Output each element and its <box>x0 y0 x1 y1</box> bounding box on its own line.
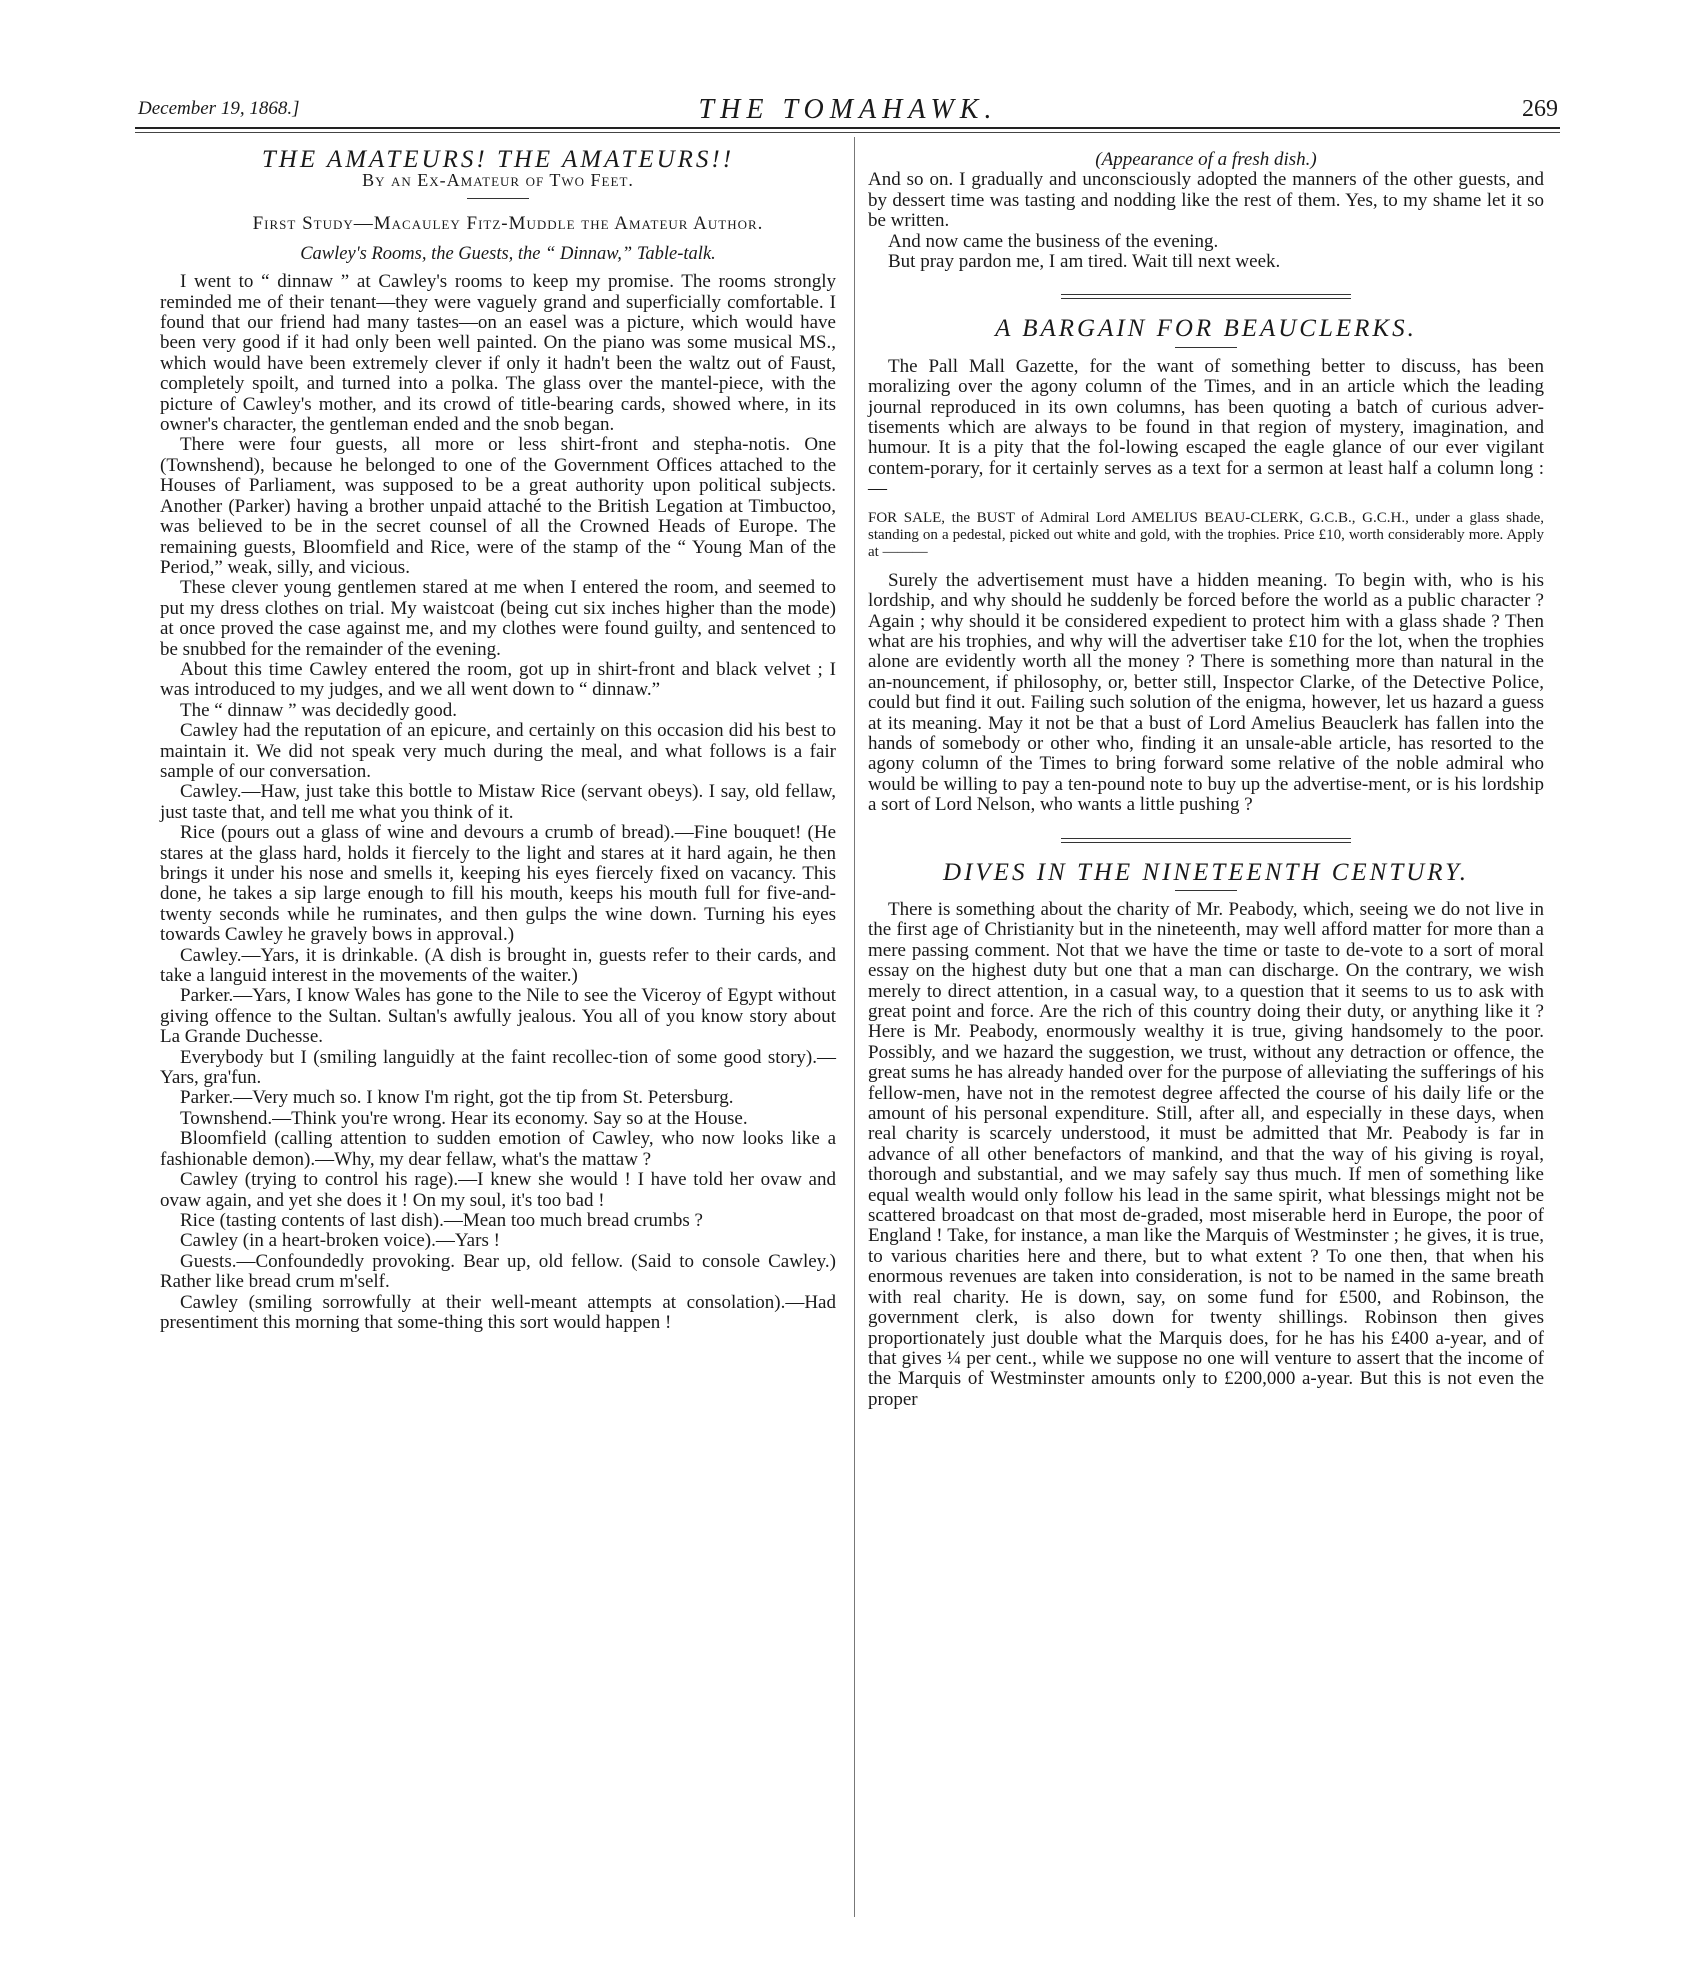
study-title: First Study—Macauley Fitz-Muddle the Amateur Author. <box>252 212 764 234</box>
paragraph: The Pall Mall Gazette, for the want of something better to discuss, has been moralizing over the agony column of the Times, and in an article which the leading journal reproduced in its own columns, has been quoting a batch of curious adver-tisements which are always to be found in that region of mystery, imagination, and humour. It is a pity that the fol-lowing escaped the eagle glance of our ever vigilant contem-porary, for it certainly serves as a text for a sermon at least half a column long :— <box>868 355 1544 500</box>
dialogue-line: Cawley.—Haw, just take this bottle to Mistaw Rice (servant obeys). I say, old fellaw, just taste that, and tell me what you think of it. <box>160 781 836 823</box>
advertisement-quote: FOR SALE, the BUST of Admiral Lord AMELIUS BEAU-CLERK, G.C.B., G.C.H., under a glass shade, standing on a pedestal, picked out white and gold, with the trophies. Price £10, worth considerably more. Apply at ——— <box>868 509 1544 560</box>
paragraph: And now came the business of the evening. <box>888 230 1219 252</box>
issue-date: December 19, 1868.] <box>138 98 300 119</box>
amateurs-headline: THE AMATEURS! THE AMATEURS!! <box>261 146 735 173</box>
dialogue-line: Bloomfield (calling attention to sudden emotion of Cawley, who now looks like a fashionable demon).—Why, my dear fellaw, what's the mattaw ? <box>160 1128 836 1170</box>
dialogue-line: Cawley.—Yars, it is drinkable. (A dish is brought in, guests refer to their cards, and take a languid interest in the movements of the waiter.) <box>160 944 836 987</box>
dialogue-line: Rice (tasting contents of last dish).—Mean too much bread crumbs ? <box>180 1209 703 1231</box>
amateurs-byline: By an Ex-Amateur of Two Feet. <box>362 170 634 191</box>
dialogue-line: Cawley (smiling sorrowfully at their well-meant attempts at consolation).—Had presentiment this morning that some-thing this sort would happen ! <box>160 1291 836 1333</box>
stage-direction: (Appearance of a fresh dish.) <box>1095 149 1317 170</box>
masthead <box>138 94 1558 125</box>
paragraph: And so on. I gradually and unconsciously adopted the manners of the other guests, and by dessert time was tasting and nodding like the rest of them. Yes, to my shame let it so be written. <box>868 169 1544 232</box>
paragraph: I went to “ dinnaw ” at Cawley's rooms to keep my promise. The rooms strongly reminded me of their tenant—they were vaguely grand and superficially comfortable. I found that our friend had many tastes—on an easel was a picture, which would have been very good if it had only been well painted. On the piano was some musical MS., which would have been extremely clever if only it hadn't been the waltz out of Faust, completely spoilt, and turned into a polka. The glass over the mantel-piece, with the picture of Cawley's mother, and its crowd of title-bearing cards, showed where, in its owner's character, the gentleman ended and the snob began. <box>160 271 836 436</box>
paragraph: Cawley had the reputation of an epicure, and certainly on this occasion did his best to maintain it. We did not speak very much during the meal, and what follows is a fair sample of our conversation. <box>160 720 836 782</box>
masthead-rule-bottom <box>135 132 1560 133</box>
dives-headline: DIVES IN THE NINETEENTH CENTURY. <box>943 858 1469 886</box>
section-rule <box>1061 838 1351 843</box>
paragraph: These clever young gentlemen stared at me when I entered the room, and seemed to put my dress clothes on trial. My waistcoat (being cut six inches higher than the mode) at once proved the case against me, and my clothes were found guilty, and sentenced to be snubbed for the remainder of the evening. <box>160 577 836 660</box>
right-column <box>868 150 1544 1410</box>
dialogue-line: Parker.—Yars, I know Wales has gone to the Nile to see the Viceroy of Egypt without giving offence to the Sultan. Sultan's awfully jealous. You all of you know story about La Grande Duchesse. <box>160 985 836 1048</box>
scene-caption: Cawley's Rooms, the Guests, the “ Dinnaw,” Table-talk. <box>300 243 716 264</box>
dialogue-line: Cawley (in a heart-broken voice).—Yars ! <box>180 1230 500 1252</box>
left-column <box>160 146 836 1333</box>
dialogue-line: Cawley (trying to control his rage).—I knew she would ! I have told her ovaw and ovaw again, and yet she does it ! On my soul, it's too bad ! <box>160 1169 836 1211</box>
short-rule <box>467 198 529 199</box>
short-rule <box>1175 890 1237 891</box>
paragraph: The “ dinnaw ” was decidedly good. <box>180 699 457 721</box>
dialogue-line: Guests.—Confoundedly provoking. Bear up, old fellow. (Said to console Cawley.) Rather like bread crum m'self. <box>160 1250 836 1293</box>
paragraph: About this time Cawley entered the room, got up in shirt-front and black velvet ; I was introduced to my judges, and we all went down to “ dinnaw.” <box>160 658 836 701</box>
publication-title: THE TOMAHAWK. <box>698 94 998 125</box>
dialogue-line: Everybody but I (smiling languidly at the faint recollec-tion of some good story).—Yars, gra'fun. <box>160 1046 836 1089</box>
dialogue-line: Townshend.—Think you're wrong. Hear its economy. Say so at the House. <box>180 1107 748 1129</box>
paragraph: There were four guests, all more or less shirt-front and stepha-notis. One (Townshend), because he belonged to one of the Government Offices attached to the Houses of Parliament, was supposed to be a great authority upon political subjects. Another (Parker) having a brother unpaid attaché to the British Legation at Timbuctoo, was believed to be in the secret counsel of all the Crowned Heads of Europe. The remaining guests, Bloomfield and Rice, were of the stamp of the “ Young Man of the Period,” weak, silly, and vicious. <box>160 434 836 578</box>
paragraph: There is something about the charity of Mr. Peabody, which, seeing we do not live in the first age of Christianity but in the nineteenth, may well afford matter for more than a mere passing comment. Not that we have the time or taste to de-vote to a sort of moral essay on the highest duty but one that a man can discharge. On the contrary, we wish merely to direct attention, in a casual way, to a question that it seems to us to ask with great point and force. Are the rich of this country doing their duty, or anything like it ? Here is Mr. Peabody, enormously wealthy it is true, giving handsomely to the poor. Possibly, and we hazard the suggestion, we trust, without any detraction or offence, the great sums he has already handed over for the purpose of alleviating the sufferings of his fellow-men, have not in the remotest degree affected the course of his daily life or the amount of his personal expenditure. Still, after all, and especially in these days, when real charity is scarcely understood, it must be admitted that Mr. Peabody is far in advance of all other benefactors of mankind, and that the way of his giving is royal, thorough and substantial, and we may safely say thus much. If men of something like equal wealth would only follow his lead in the same spirit, what blessings might not be scattered broadcast on that most de-graded, most miserable herd in Europe, the poor of England ! Take, for instance, a man like the Marquis of Westminster ; he gives, it is true, to various charities here and there, but to what extent ? To one then, that when his enormous revenues are taken into consideration, is not to be named in the same breath with real charity. He is down, say, on some fund for £500, and Robinson, the government clerk, is also down for twenty shillings. Robinson then gives proportionately just double what the Marquis does, for he has his £400 a-year, and of that gives ¼ per cent., while we suppose no one will venture to assert that the income of the Marquis of Westminster amounts only to £200,000 a-year. But this is not even the proper <box>868 898 1544 1410</box>
paragraph: Surely the advertisement must have a hidden meaning. To begin with, who is his lordship, and why should he suddenly be forced before the world as a public character ? Again ; why should it be considered expedient to protect him with a glass shade ? Then what are his trophies, and why will the advertiser take £10 for the lot, when the trophies alone are evidently worth all the money ? There is something more than natural in the an-nouncement, if philosophy, or, better still, Inspector Clarke, of the Detective Police, could but find it out. Failing such solution of the enigma, however, let us hazard a guess at its meaning. May it not be that a bust of Lord Amelius Beauclerk has fallen into the hands of somebody or other who, finding it an unsale-able article, has resorted to the agony column of the Times to bring forward some relative of the noble admiral who would be willing to pay a ten-pound note to buy up the advertise-ment, or is his lordship a sort of Lord Nelson, who wants a little pushing ? <box>868 569 1544 816</box>
dialogue-line: Rice (pours out a glass of wine and devours a crumb of bread).—Fine bouquet! (He stares at the glass hard, holds it fiercely to the light and stares at it hard again, he then brings it under his nose and smells it, keeping his eyes fiercely fixed on vacancy. This done, he takes a sip large enough to fill his mouth, keeps his mouth full for five-and-twenty seconds while he ruminates, and then gulps the wine down. Turning his eyes towards Cawley he gravely bows in approval.) <box>160 822 836 946</box>
page-number: 269 <box>1522 96 1558 122</box>
column-divider <box>854 137 855 1917</box>
dialogue-line: Parker.—Very much so. I know I'm right, got the tip from St. Petersburg. <box>180 1087 734 1109</box>
short-rule <box>1175 347 1237 348</box>
section-rule <box>1061 294 1351 299</box>
masthead-rule-top <box>135 127 1560 129</box>
bargain-headline: A BARGAIN FOR BEAUCLERKS. <box>995 315 1417 343</box>
paragraph: But pray pardon me, I am tired. Wait till next week. <box>888 251 1281 273</box>
